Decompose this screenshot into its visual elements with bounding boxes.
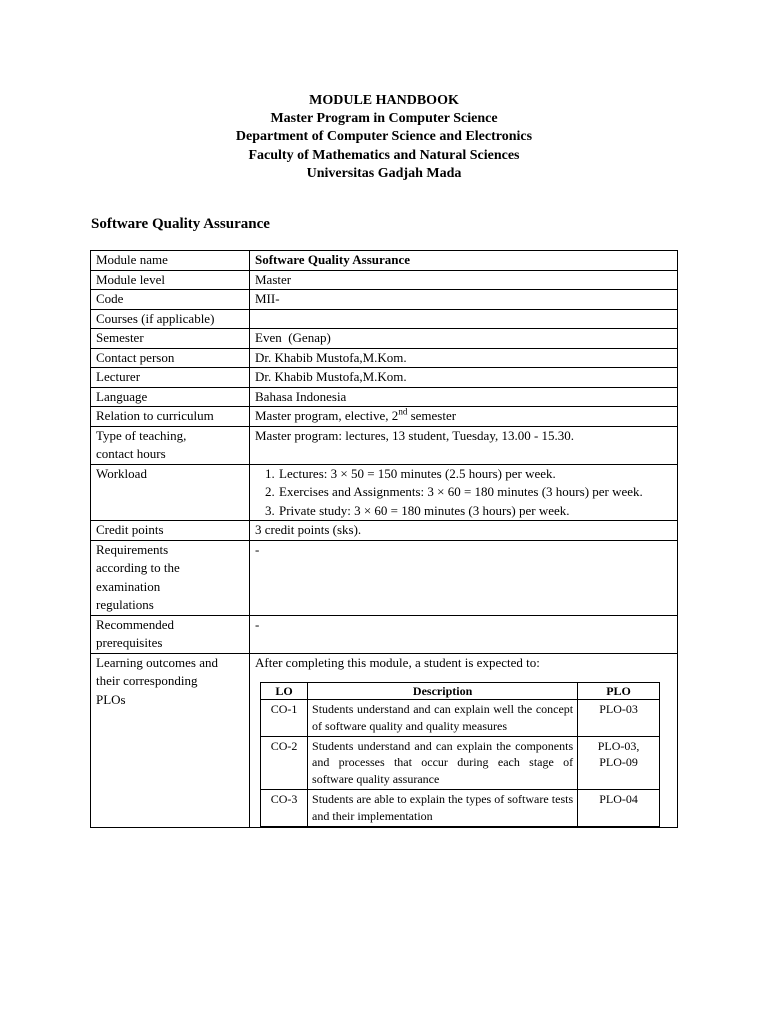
module-title: Software Quality Assurance xyxy=(91,216,270,232)
row-label: Semester xyxy=(91,329,250,349)
row-value: Even (Genap) xyxy=(250,329,678,349)
label-line: Learning outcomes and xyxy=(96,654,219,670)
row-value: Dr. Khabib Mustofa,M.Kom. xyxy=(250,348,678,368)
column-header-plo: PLO xyxy=(578,683,660,700)
label-line: according to the xyxy=(96,560,180,575)
row-value xyxy=(250,653,678,827)
row-label: Language xyxy=(91,387,250,407)
table-row xyxy=(91,521,678,541)
table-row xyxy=(91,329,678,349)
row-value: Master xyxy=(250,270,678,290)
list-item: 2. Exercises and Assignments: 3 × 60 = 180 minutes (3 hours) per week. xyxy=(278,483,672,502)
lo-plo xyxy=(578,736,660,789)
list-item: 3. Private study: 3 × 60 = 180 minutes (3 hours) per week. xyxy=(278,502,672,521)
row-label: Credit points xyxy=(91,521,250,541)
row-value: Dr. Khabib Mustofa,M.Kom. xyxy=(250,368,678,388)
table-row xyxy=(91,348,678,368)
table-row xyxy=(91,368,678,388)
lo-description: Students are able to explain the types of software tests and their implementation xyxy=(308,789,578,826)
relation-text-end: semester xyxy=(407,408,457,423)
row-value xyxy=(250,464,678,521)
table-row xyxy=(91,426,678,464)
label-line: Type of teaching, xyxy=(96,427,187,443)
row-label xyxy=(91,540,250,615)
table-row xyxy=(91,464,678,521)
row-label: Code xyxy=(91,290,250,310)
lo-plo: PLO-04 xyxy=(578,789,660,826)
row-label xyxy=(91,653,250,827)
header-title: MODULE HANDBOOK xyxy=(309,93,459,108)
row-label: Contact person xyxy=(91,348,250,368)
table-row xyxy=(91,615,678,653)
lo-code: CO-2 xyxy=(261,736,308,789)
row-label: Lecturer xyxy=(91,368,250,388)
lo-description: Students understand and can explain the components and processes that occur during each stage of software quality assurance xyxy=(308,736,578,789)
document-header xyxy=(0,92,768,183)
row-value: 3 credit points (sks). xyxy=(250,521,678,541)
table-row xyxy=(261,700,660,737)
label-line: PLOs xyxy=(96,691,126,707)
lo-code: CO-1 xyxy=(261,700,308,737)
row-label: Module level xyxy=(91,270,250,290)
header-program: Master Program in Computer Science xyxy=(270,111,498,127)
learning-outcomes-intro: After completing this module, a student is expected to: xyxy=(255,654,540,670)
row-value: - xyxy=(250,615,678,653)
row-value: Bahasa Indonesia xyxy=(250,387,678,407)
header-university: Universitas Gadjah Mada xyxy=(306,165,462,181)
module-table xyxy=(90,250,678,828)
label-line: contact hours xyxy=(96,446,166,461)
label-line: regulations xyxy=(96,597,154,612)
label-line: prerequisites xyxy=(96,635,163,650)
learning-outcomes-table xyxy=(260,682,660,827)
lo-description: Students understand and can explain well the concept of software quality and quality measures xyxy=(308,700,578,737)
row-value xyxy=(250,309,678,329)
header-department: Department of Computer Science and Electronics xyxy=(235,129,533,145)
label-line: examination xyxy=(96,578,161,594)
row-label xyxy=(91,426,250,464)
table-row xyxy=(261,736,660,789)
label-line: their corresponding xyxy=(96,673,198,688)
lo-plo: PLO-03 xyxy=(578,700,660,737)
table-row xyxy=(91,290,678,310)
table-row xyxy=(91,270,678,290)
row-value xyxy=(250,407,678,427)
table-row xyxy=(91,251,678,271)
table-row xyxy=(91,540,678,615)
workload-list xyxy=(255,465,672,521)
row-label: Module name xyxy=(91,251,250,271)
table-row xyxy=(261,789,660,826)
label-line: Requirements xyxy=(96,541,169,557)
column-header-description: Description xyxy=(308,683,578,700)
row-label: Relation to curriculum xyxy=(91,407,250,427)
row-label: Workload xyxy=(91,464,250,521)
lo-table-header xyxy=(261,683,660,700)
row-label xyxy=(91,615,250,653)
relation-text: Master program, elective, 2 xyxy=(255,408,399,423)
lo-code: CO-3 xyxy=(261,789,308,826)
row-value: MII- xyxy=(250,290,678,310)
table-row xyxy=(91,387,678,407)
table-row xyxy=(91,309,678,329)
relation-superscript: nd xyxy=(398,406,408,417)
table-row xyxy=(91,407,678,427)
row-value: Software Quality Assurance xyxy=(250,251,678,271)
plo-line: PLO-03, xyxy=(597,738,640,753)
plo-line: PLO-09 xyxy=(599,755,638,770)
list-item: 1. Lectures: 3 × 50 = 150 minutes (2.5 hours) per week. xyxy=(278,465,672,484)
header-faculty: Faculty of Mathematics and Natural Sciences xyxy=(248,147,520,163)
table-row xyxy=(91,653,678,827)
column-header-lo: LO xyxy=(261,683,308,700)
row-label: Courses (if applicable) xyxy=(91,309,250,329)
row-value: Master program: lectures, 13 student, Tuesday, 13.00 - 15.30. xyxy=(250,426,678,464)
label-line: Recommended xyxy=(96,616,174,632)
row-value: - xyxy=(250,540,678,615)
